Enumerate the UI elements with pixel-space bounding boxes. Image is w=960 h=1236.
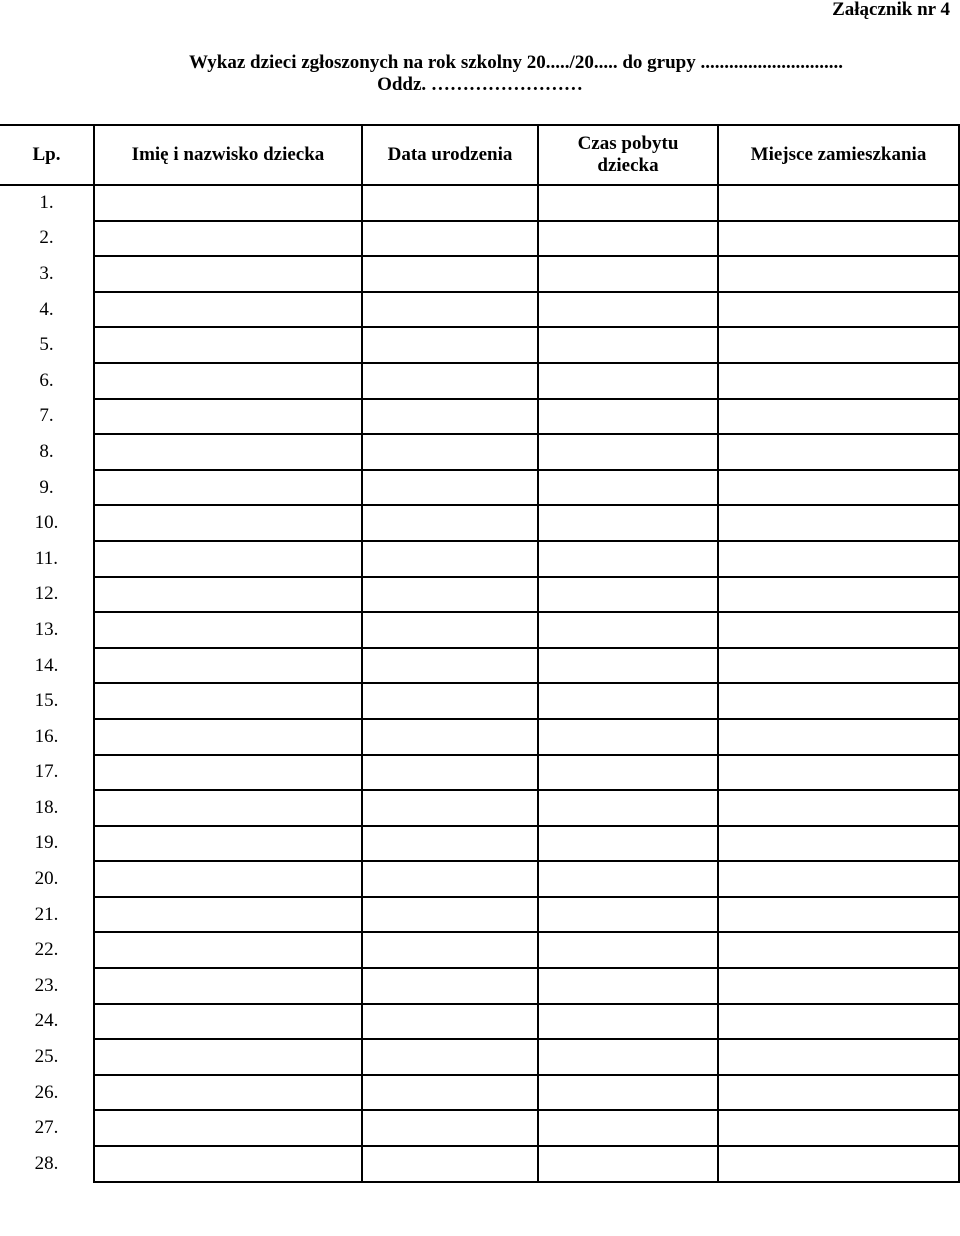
row-number: 22. [0, 932, 94, 968]
cell-residence[interactable] [718, 399, 959, 435]
cell-residence[interactable] [718, 1004, 959, 1040]
row-number: 26. [0, 1075, 94, 1111]
cell-stay-time[interactable] [538, 648, 718, 684]
row-number: 8. [0, 434, 94, 470]
cell-stay-time[interactable] [538, 826, 718, 862]
row-number: 12. [0, 577, 94, 613]
row-number: 14. [0, 648, 94, 684]
cell-name[interactable] [94, 826, 362, 862]
cell-name[interactable] [94, 719, 362, 755]
cell-stay-time[interactable] [538, 1004, 718, 1040]
cell-residence[interactable] [718, 256, 959, 292]
cell-stay-time[interactable] [538, 292, 718, 328]
column-header-birth-date: Data urodzenia [362, 125, 538, 185]
row-number: 4. [0, 292, 94, 328]
cell-stay-time[interactable] [538, 790, 718, 826]
cell-birth-date[interactable] [362, 648, 538, 684]
table-row [0, 505, 959, 541]
table-row [0, 1004, 959, 1040]
cell-residence[interactable] [718, 434, 959, 470]
document-title [0, 52, 960, 96]
table-row [0, 1075, 959, 1111]
row-number: 9. [0, 470, 94, 506]
cell-birth-date[interactable] [362, 826, 538, 862]
row-number: 2. [0, 221, 94, 257]
cell-residence[interactable] [718, 541, 959, 577]
cell-birth-date[interactable] [362, 1004, 538, 1040]
cell-stay-time[interactable] [538, 505, 718, 541]
cell-name[interactable] [94, 1004, 362, 1040]
row-number: 20. [0, 861, 94, 897]
table-row [0, 683, 959, 719]
cell-birth-date[interactable] [362, 541, 538, 577]
title-line-1: Wykaz dzieci zgłoszonych na rok szkolny 20...../20..... do grupy .............................. [189, 52, 843, 73]
cell-residence[interactable] [718, 932, 959, 968]
cell-name[interactable] [94, 363, 362, 399]
column-header-name: Imię i nazwisko dziecka [94, 125, 362, 185]
cell-residence[interactable] [718, 612, 959, 648]
annex-label: Załącznik nr 4 [832, 0, 950, 20]
table-row [0, 861, 959, 897]
cell-residence[interactable] [718, 790, 959, 826]
row-number: 23. [0, 968, 94, 1004]
cell-stay-time[interactable] [538, 470, 718, 506]
cell-name[interactable] [94, 932, 362, 968]
cell-birth-date[interactable] [362, 755, 538, 791]
table-row [0, 399, 959, 435]
cell-birth-date[interactable] [362, 612, 538, 648]
table-body [0, 185, 959, 1182]
cell-name[interactable] [94, 861, 362, 897]
cell-name[interactable] [94, 256, 362, 292]
row-number: 7. [0, 399, 94, 435]
cell-birth-date[interactable] [362, 470, 538, 506]
cell-stay-time[interactable] [538, 399, 718, 435]
cell-birth-date[interactable] [362, 683, 538, 719]
cell-residence[interactable] [718, 505, 959, 541]
row-number: 18. [0, 790, 94, 826]
cell-birth-date[interactable] [362, 505, 538, 541]
cell-stay-time[interactable] [538, 719, 718, 755]
cell-name[interactable] [94, 1110, 362, 1146]
cell-residence[interactable] [718, 1075, 959, 1111]
cell-residence[interactable] [718, 968, 959, 1004]
cell-stay-time[interactable] [538, 185, 718, 221]
table-row [0, 541, 959, 577]
cell-residence[interactable] [718, 861, 959, 897]
row-number: 28. [0, 1146, 94, 1182]
cell-stay-time[interactable] [538, 897, 718, 933]
column-header-lp: Lp. [0, 125, 94, 185]
cell-birth-date[interactable] [362, 897, 538, 933]
table-row [0, 292, 959, 328]
cell-residence[interactable] [718, 292, 959, 328]
table-row [0, 1146, 959, 1182]
cell-birth-date[interactable] [362, 221, 538, 257]
table-row [0, 648, 959, 684]
row-number: 5. [0, 327, 94, 363]
row-number: 16. [0, 719, 94, 755]
row-number: 3. [0, 256, 94, 292]
table-row [0, 470, 959, 506]
table-row [0, 612, 959, 648]
cell-name[interactable] [94, 968, 362, 1004]
cell-residence[interactable] [718, 1039, 959, 1075]
cell-name[interactable] [94, 577, 362, 613]
cell-name[interactable] [94, 755, 362, 791]
row-number: 10. [0, 505, 94, 541]
cell-stay-time[interactable] [538, 1146, 718, 1182]
children-list-table [0, 124, 960, 1183]
cell-residence[interactable] [718, 1146, 959, 1182]
row-number: 1. [0, 185, 94, 221]
cell-birth-date[interactable] [362, 399, 538, 435]
column-header-stay-time: Czas pobytu dziecka [538, 125, 718, 185]
cell-name[interactable] [94, 1039, 362, 1075]
cell-name[interactable] [94, 221, 362, 257]
cell-name[interactable] [94, 470, 362, 506]
cell-stay-time[interactable] [538, 363, 718, 399]
cell-birth-date[interactable] [362, 185, 538, 221]
cell-name[interactable] [94, 1075, 362, 1111]
table-row [0, 755, 959, 791]
cell-birth-date[interactable] [362, 861, 538, 897]
cell-birth-date[interactable] [362, 434, 538, 470]
cell-stay-time[interactable] [538, 861, 718, 897]
table-row [0, 363, 959, 399]
cell-stay-time[interactable] [538, 577, 718, 613]
cell-residence[interactable] [718, 221, 959, 257]
cell-residence[interactable] [718, 470, 959, 506]
row-number: 24. [0, 1004, 94, 1040]
cell-name[interactable] [94, 790, 362, 826]
cell-stay-time[interactable] [538, 612, 718, 648]
table-row [0, 577, 959, 613]
cell-stay-time[interactable] [538, 327, 718, 363]
cell-birth-date[interactable] [362, 577, 538, 613]
row-number: 15. [0, 683, 94, 719]
cell-birth-date[interactable] [362, 256, 538, 292]
cell-birth-date[interactable] [362, 292, 538, 328]
cell-name[interactable] [94, 327, 362, 363]
cell-name[interactable] [94, 648, 362, 684]
cell-birth-date[interactable] [362, 1039, 538, 1075]
cell-residence[interactable] [718, 1110, 959, 1146]
cell-stay-time[interactable] [538, 1110, 718, 1146]
row-number: 19. [0, 826, 94, 862]
cell-residence[interactable] [718, 826, 959, 862]
row-number: 11. [0, 541, 94, 577]
table-row [0, 826, 959, 862]
cell-stay-time[interactable] [538, 221, 718, 257]
cell-birth-date[interactable] [362, 363, 538, 399]
cell-name[interactable] [94, 612, 362, 648]
cell-stay-time[interactable] [538, 256, 718, 292]
cell-name[interactable] [94, 683, 362, 719]
table-row [0, 434, 959, 470]
cell-name[interactable] [94, 1146, 362, 1182]
cell-name[interactable] [94, 399, 362, 435]
table-row [0, 185, 959, 221]
row-number: 25. [0, 1039, 94, 1075]
cell-stay-time[interactable] [538, 1039, 718, 1075]
cell-stay-time[interactable] [538, 541, 718, 577]
cell-residence[interactable] [718, 363, 959, 399]
cell-birth-date[interactable] [362, 790, 538, 826]
row-number: 6. [0, 363, 94, 399]
cell-residence[interactable] [718, 719, 959, 755]
table-header-row [0, 125, 959, 185]
cell-birth-date[interactable] [362, 327, 538, 363]
table-row [0, 1039, 959, 1075]
column-header-residence: Miejsce zamieszkania [718, 125, 959, 185]
cell-birth-date[interactable] [362, 1075, 538, 1111]
cell-stay-time[interactable] [538, 1075, 718, 1111]
cell-stay-time[interactable] [538, 434, 718, 470]
cell-stay-time[interactable] [538, 683, 718, 719]
cell-stay-time[interactable] [538, 968, 718, 1004]
table-row [0, 790, 959, 826]
table-row [0, 1110, 959, 1146]
table-row [0, 327, 959, 363]
cell-residence[interactable] [718, 897, 959, 933]
table-row [0, 897, 959, 933]
row-number: 13. [0, 612, 94, 648]
row-number: 27. [0, 1110, 94, 1146]
title-line-2: Oddz. …………………… [377, 74, 583, 95]
cell-residence[interactable] [718, 327, 959, 363]
cell-residence[interactable] [718, 577, 959, 613]
table-row [0, 932, 959, 968]
row-number: 21. [0, 897, 94, 933]
cell-stay-time[interactable] [538, 932, 718, 968]
cell-birth-date[interactable] [362, 719, 538, 755]
cell-stay-time[interactable] [538, 755, 718, 791]
cell-name[interactable] [94, 292, 362, 328]
cell-residence[interactable] [718, 648, 959, 684]
cell-birth-date[interactable] [362, 1146, 538, 1182]
cell-residence[interactable] [718, 755, 959, 791]
table-row [0, 256, 959, 292]
cell-name[interactable] [94, 541, 362, 577]
cell-residence[interactable] [718, 683, 959, 719]
cell-residence[interactable] [718, 185, 959, 221]
row-number: 17. [0, 755, 94, 791]
cell-birth-date[interactable] [362, 1110, 538, 1146]
table-row [0, 221, 959, 257]
table-row [0, 968, 959, 1004]
cell-name[interactable] [94, 434, 362, 470]
cell-name[interactable] [94, 185, 362, 221]
cell-birth-date[interactable] [362, 968, 538, 1004]
table-row [0, 719, 959, 755]
cell-name[interactable] [94, 897, 362, 933]
cell-birth-date[interactable] [362, 932, 538, 968]
cell-name[interactable] [94, 505, 362, 541]
